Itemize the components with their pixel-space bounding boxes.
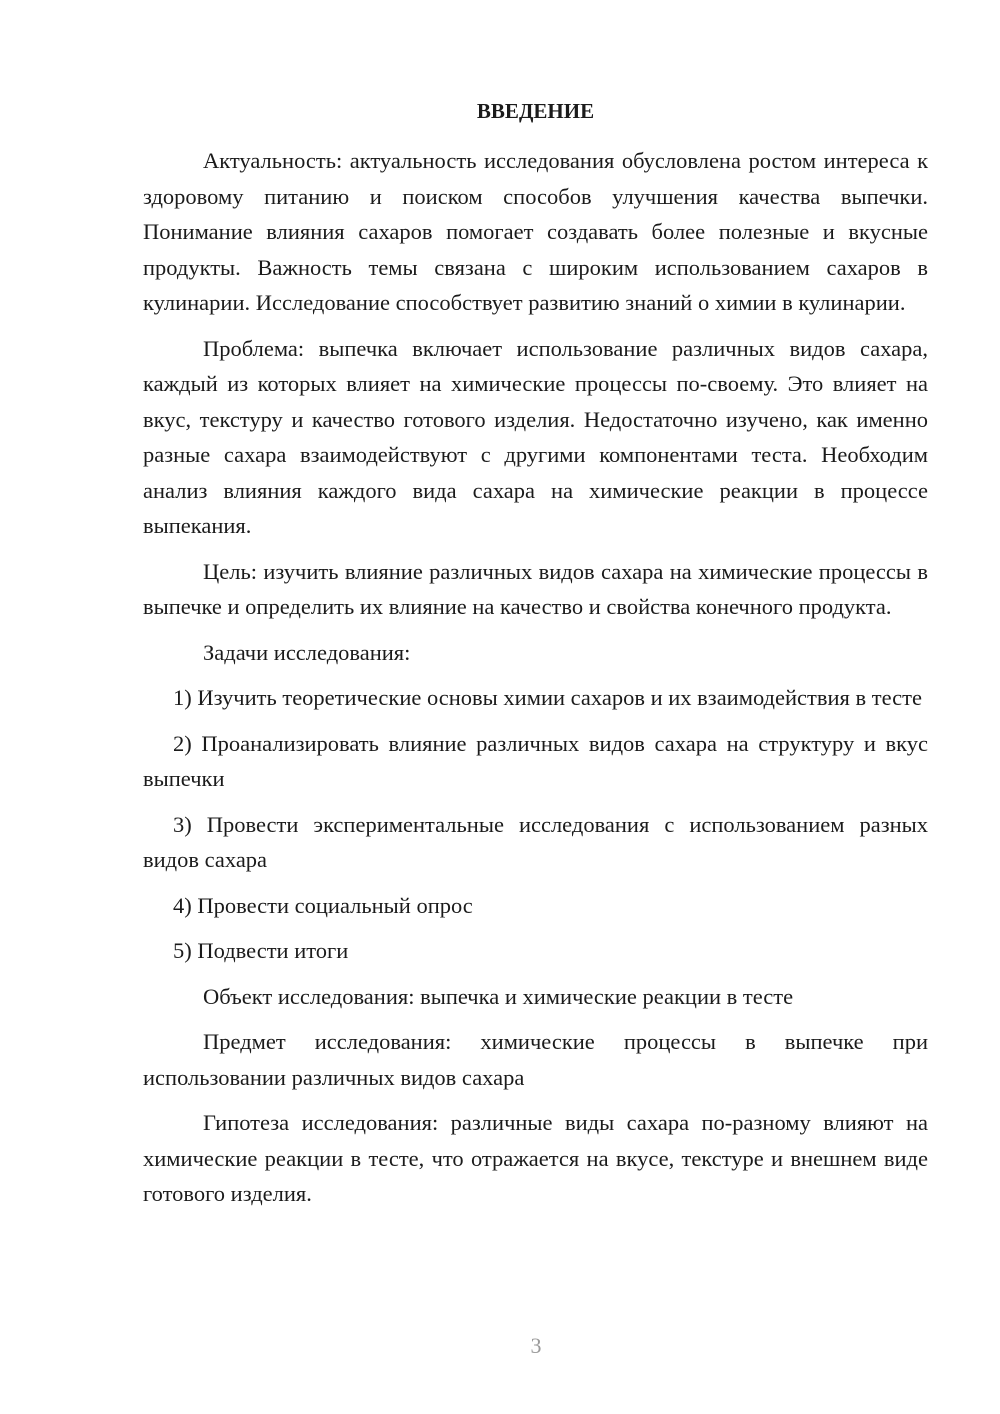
task-item-3: 3) Провести экспериментальные исследования с использованием разных видов сахара	[143, 811, 928, 872]
task-item-2: 2) Проанализировать влияние различных видов сахара на структуру и вкус выпечки	[143, 730, 928, 791]
tasks-heading: Задачи исследования:	[203, 639, 411, 665]
hypothesis-paragraph: Гипотеза исследования: различные виды сахара по-разному влияют на химические реакции в тесте, что отражается на вкусе, текстуре и внешнем виде готового изделия.	[143, 1110, 928, 1206]
document-body	[143, 96, 928, 1222]
object-paragraph: Объект исследования: выпечка и химические реакции в тесте	[203, 983, 794, 1009]
section-title: ВВЕДЕНИЕ	[476, 99, 595, 123]
task-item-5: 5) Подвести итоги	[173, 938, 349, 963]
relevance-paragraph: Актуальность: актуальность исследования обусловлена ростом интереса к здоровому питанию и поиском способов улучшения качества выпечки. Понимание влияния сахаров помогает создавать более полезные и вкусные продукты. Важность темы связана с широким использованием сахаров в кулинарии. Исследование способствует развитию знаний о химии в кулинарии.	[143, 148, 928, 315]
task-item-1: 1) Изучить теоретические основы химии сахаров и их взаимодействия в тесте	[173, 685, 922, 710]
page-number: 3	[530, 1333, 542, 1358]
goal-paragraph: Цель: изучить влияние различных видов сахара на химические процессы в выпечке и определить их влияние на качество и свойства конечного продукта.	[143, 558, 928, 619]
subject-paragraph: Предмет исследования: химические процессы в выпечке при использовании различных видов сахара	[143, 1029, 928, 1090]
problem-paragraph: Проблема: выпечка включает использование различных видов сахара, каждый из которых влияет на химические процессы по-своему. Это влияет на вкус, текстуру и качество готового изделия. Недостаточно изучено, как именно разные сахара взаимодействуют с другими компонентами теста. Необходим анализ влияния каждого вида сахара на химические реакции в процессе выпекания.	[143, 335, 928, 538]
task-item-4: 4) Провести социальный опрос	[173, 892, 473, 918]
